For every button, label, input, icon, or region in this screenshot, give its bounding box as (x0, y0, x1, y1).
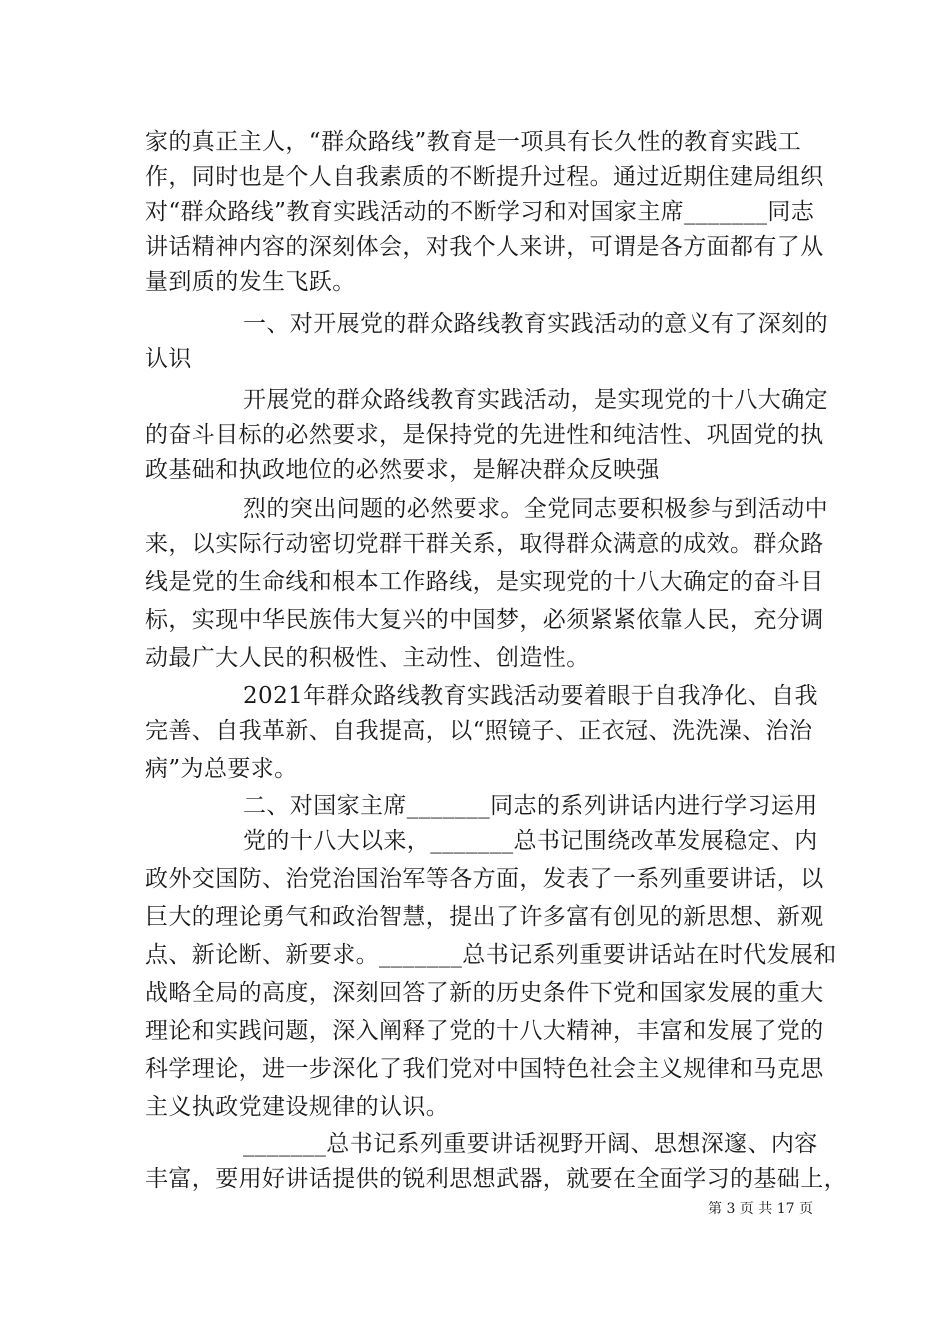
text-line: 来，以实际行动密切党群干群关系，取得群众满意的成效。群众路 (145, 531, 824, 557)
text-line: 党的十八大以来，_______总书记围绕改革发展稳定、内 (243, 828, 818, 854)
section-heading-1-cont: 认识 (145, 346, 192, 372)
text-line: 讲话精神内容的深刻体会，对我个人来讲，可谓是各方面都有了从 (145, 234, 824, 260)
text-line: 主义执政党建设规律的认识。 (145, 1094, 450, 1120)
text-line: 烈的突出问题的必然要求。全党同志要积极参与到活动中 (243, 496, 828, 522)
text-line: 2021年群众路线教育实践活动要着眼于自我净化、自我 (243, 683, 818, 709)
text-line: 动最广大人民的积极性、主动性、创造性。 (145, 645, 590, 671)
text-line: 政外交国防、治党治国治军等各方面，发表了一系列重要讲话，以 (145, 866, 824, 892)
page-number: 第 3 页 共 17 页 (708, 1201, 813, 1217)
text-line: 理论和实践问题，深入阐释了党的十八大精神，丰富和发展了党的 (145, 1018, 824, 1044)
text-line: 对“群众路线”教育实践活动的不断学习和对国家主席_______同志 (145, 199, 815, 225)
text-line: 的奋斗目标的必然要求，是保持党的先进性和纯洁性、巩固党的执 (145, 422, 824, 448)
text-line: 政基础和执政地位的必然要求，是解决群众反映强 (145, 457, 660, 483)
text-line: 战略全局的高度，深刻回答了新的历史条件下党和国家发展的重大 (145, 980, 824, 1006)
text-line: 病”为总要求。 (145, 756, 298, 782)
text-line: 点、新论断、新要求。_______总书记系列重要讲话站在时代发展和 (145, 942, 837, 968)
text-line: 完善、自我革新、自我提高，以“照镜子、正衣冠、洗洗澡、治治 (145, 718, 813, 744)
text-line: 量到质的发生飞跃。 (145, 269, 356, 295)
text-line: 巨大的理论勇气和政治智慧，提出了许多富有创见的新思想、新观 (145, 904, 824, 930)
text-line: 线是党的生命线和根本工作路线，是实现党的十八大确定的奋斗目 (145, 569, 824, 595)
text-line: 家的真正主人，“群众路线”教育是一项具有长久性的教育实践工 (145, 129, 802, 155)
text-line: _______总书记系列重要讲话视野开阔、思想深邃、内容 (243, 1131, 818, 1157)
section-heading-1: 一、对开展党的群众路线教育实践活动的意义有了深刻的 (243, 311, 828, 337)
text-line: 作，同时也是个人自我素质的不断提升过程。通过近期住建局组织 (145, 164, 824, 190)
text-line: 开展党的群众路线教育实践活动，是实现党的十八大确定 (243, 387, 828, 413)
text-line: 科学理论，进一步深化了我们党对中国特色社会主义规律和马克思 (145, 1056, 824, 1082)
text-line: 标，实现中华民族伟大复兴的中国梦，必须紧紧依靠人民，充分调 (145, 607, 824, 633)
section-heading-2: 二、对国家主席_______同志的系列讲话内进行学习运用 (243, 793, 818, 819)
text-line: 丰富，要用好讲话提供的锐利思想武器，就要在全面学习的基础上， (145, 1166, 847, 1192)
